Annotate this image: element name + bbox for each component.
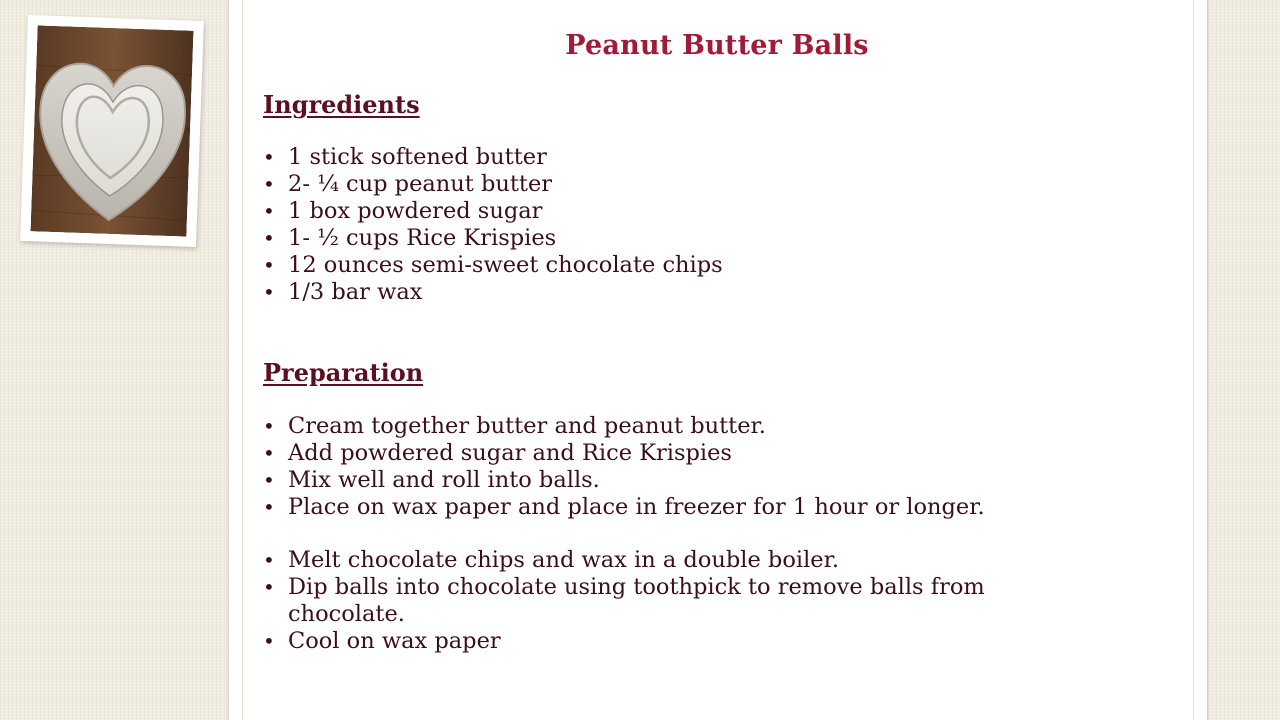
ingredients-heading: Ingredients	[263, 90, 420, 119]
ingredient-text: 1 stick softened butter	[288, 144, 547, 170]
list-item	[263, 547, 1063, 574]
list-item	[263, 467, 1063, 494]
list-item	[263, 574, 1063, 628]
recipe-title: Peanut Butter Balls	[565, 30, 869, 61]
bullet-glyph: •	[263, 280, 275, 304]
step-text: Melt chocolate chips and wax in a double boiler.	[288, 547, 840, 573]
bullet-glyph: •	[263, 172, 275, 196]
list-item	[263, 198, 1063, 225]
ingredient-text: 2- ¼ cup peanut butter	[288, 171, 553, 197]
list-item	[263, 225, 1063, 252]
preparation-heading: Preparation	[263, 358, 424, 387]
ingredient-text: 1/3 bar wax	[288, 279, 423, 305]
list-item	[263, 144, 1063, 171]
list-item	[263, 171, 1063, 198]
bullet-glyph: •	[263, 226, 275, 250]
bullet-glyph: •	[263, 414, 275, 438]
step-text: Place on wax paper and place in freezer for 1 hour or longer.	[288, 494, 985, 520]
ingredients-list	[263, 144, 1063, 306]
bullet-glyph: •	[263, 145, 275, 169]
bullet-glyph: •	[263, 629, 275, 653]
list-item	[263, 494, 1063, 521]
ingredient-text: 1- ½ cups Rice Krispies	[288, 225, 557, 251]
bullet-glyph: •	[263, 199, 275, 223]
bullet-glyph: •	[263, 548, 275, 572]
preparation-steps-group-2	[263, 547, 1063, 655]
step-text: Dip balls into chocolate using toothpick to remove balls from chocolate.	[288, 574, 985, 627]
step-text: Mix well and roll into balls.	[288, 467, 600, 493]
ingredient-text: 12 ounces semi-sweet chocolate chips	[288, 252, 723, 278]
preparation-steps-group-1	[263, 413, 1063, 521]
bullet-glyph: •	[263, 253, 275, 277]
list-item	[263, 279, 1063, 306]
list-item	[263, 252, 1063, 279]
bullet-glyph: •	[263, 495, 275, 519]
list-item	[263, 628, 1063, 655]
photo-frame	[20, 15, 204, 247]
step-text: Cool on wax paper	[288, 628, 501, 654]
heart-dish-photo	[30, 25, 193, 236]
bullet-glyph: •	[263, 575, 275, 599]
ingredient-text: 1 box powdered sugar	[288, 198, 543, 224]
list-item	[263, 413, 1063, 440]
list-item	[263, 440, 1063, 467]
bullet-glyph: •	[263, 441, 275, 465]
step-text: Add powdered sugar and Rice Krispies	[288, 440, 732, 466]
bullet-glyph: •	[263, 468, 275, 492]
step-text: Cream together butter and peanut butter.	[288, 413, 766, 439]
